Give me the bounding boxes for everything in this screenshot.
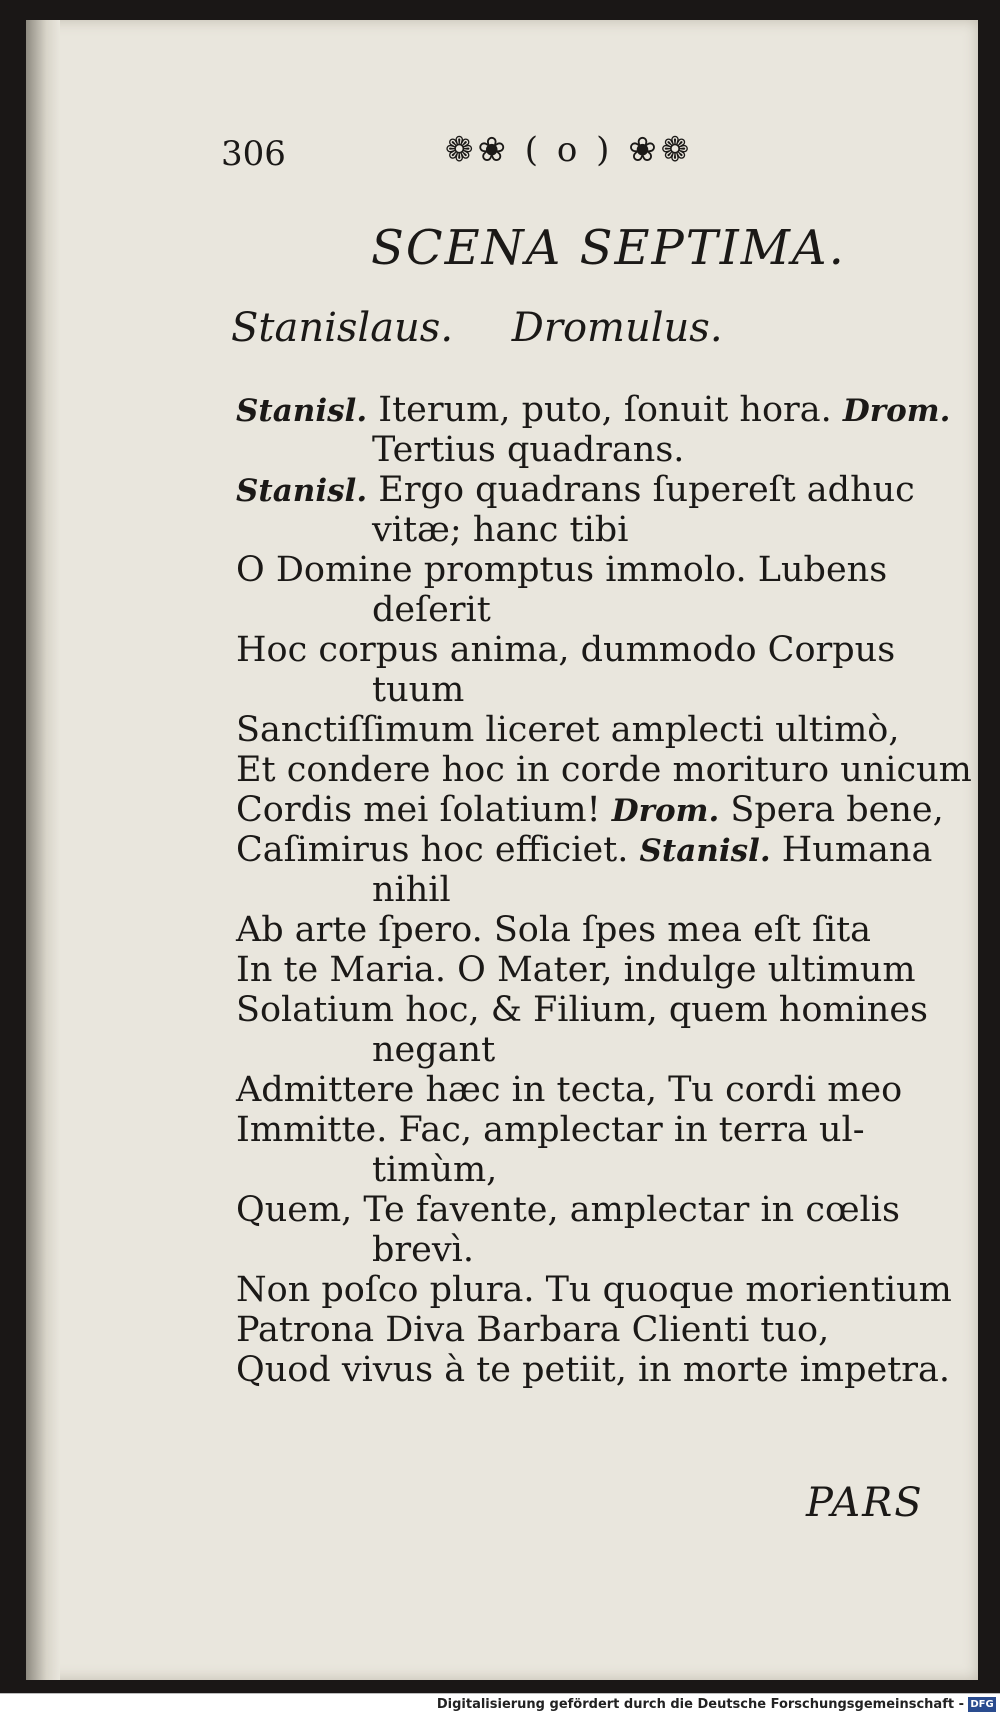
catchword: PARS	[806, 1480, 924, 1526]
verse-line	[236, 1030, 956, 1070]
verse-line	[236, 1270, 956, 1310]
scene-title: SCENA SEPTIMA.	[371, 220, 846, 276]
verse-line	[236, 430, 956, 470]
speaker-label: Stanisl.	[639, 833, 771, 869]
verse-line	[236, 590, 956, 630]
line-text: timùm,	[372, 1150, 498, 1190]
speaker-label: Drom.	[842, 393, 951, 429]
line-text: brevì.	[372, 1230, 474, 1270]
line-text: Solatium hoc, & Filium, quem homines	[236, 990, 929, 1030]
verse-line	[236, 510, 956, 550]
verse-line	[236, 1230, 956, 1270]
line-text: Tertius quadrans.	[372, 430, 685, 470]
line-text: Hoc corpus anima, dummodo Corpus	[236, 630, 896, 670]
verse-line	[236, 630, 956, 670]
line-text: Patrona Diva Barbara Clienti tuo,	[236, 1310, 830, 1350]
speaker-name: Stanislaus.	[231, 305, 454, 351]
verse-line	[236, 1150, 956, 1190]
page-gutter	[26, 20, 60, 1680]
line-text: Spera bene,	[730, 790, 944, 830]
verse-line	[236, 1350, 956, 1390]
line-text: Quod vivus à te petiit, in morte impetra.	[236, 1350, 951, 1390]
line-text: Et condere hoc in corde morituro unicum	[236, 750, 972, 790]
verse-line	[236, 950, 956, 990]
digitization-footer	[0, 1693, 1000, 1716]
line-text: deſerit	[372, 590, 491, 630]
line-text: Admittere hæc in tecta, Tu cordi meo	[236, 1070, 903, 1110]
book-page	[26, 20, 978, 1680]
speaker-label: Drom.	[611, 793, 720, 829]
verse-line	[236, 710, 956, 750]
line-text: Immitte. Fac, amplectar in terra ul-	[236, 1110, 865, 1150]
verse-line	[236, 1070, 956, 1110]
line-text: In te Maria. O Mater, indulge ultimum	[236, 950, 916, 990]
speaker-label: Stanisl.	[236, 393, 368, 429]
verse-text	[236, 390, 972, 1390]
page-number: 306	[221, 134, 286, 174]
running-header	[221, 120, 781, 174]
verse-line	[236, 830, 956, 870]
line-text: vitæ; hanc tibi	[372, 510, 629, 550]
line-text: nihil	[372, 870, 451, 910]
verse-line	[236, 910, 956, 950]
dfg-logo: DFG	[968, 1697, 996, 1712]
header-ornament: ❁❀ ( o ) ❀❁	[445, 130, 694, 170]
line-text: Quem, Te favente, amplectar in cœlis	[236, 1190, 900, 1230]
verse-line	[236, 790, 956, 830]
verse-line	[236, 670, 956, 710]
line-text: O Domine promptus immolo. Lubens	[236, 550, 888, 590]
line-text: Caſimirus hoc efficiet.	[236, 830, 629, 870]
verse-line	[236, 390, 956, 430]
line-text: Ab arte ſpero. Sola ſpes mea eſt ſita	[236, 910, 872, 950]
speaker-label: Stanisl.	[236, 473, 368, 509]
speaker-list	[231, 305, 723, 351]
footer-credit: Digitalisierung gefördert durch die Deutsche Forschungsgemeinschaft -	[436, 1697, 964, 1712]
line-text: Non poſco plura. Tu quoque morientium	[236, 1270, 952, 1310]
line-text: tuum	[372, 670, 465, 710]
verse-line	[236, 550, 956, 590]
line-text: Ergo quadrans ſupereſt adhuc	[378, 470, 915, 510]
verse-line	[236, 750, 972, 790]
verse-line	[236, 470, 956, 510]
speaker-name: Dromulus.	[511, 305, 723, 351]
verse-line	[236, 990, 956, 1030]
verse-line	[236, 1190, 956, 1230]
verse-line	[236, 1110, 956, 1150]
line-text: Iterum, puto, ſonuit hora.	[378, 390, 832, 430]
line-text: negant	[372, 1030, 496, 1070]
line-text: Humana	[781, 830, 933, 870]
line-text: Sanctiſſimum liceret amplecti ultimò,	[236, 710, 900, 750]
line-text: Cordis mei ſolatium!	[236, 790, 601, 830]
verse-line	[236, 1310, 956, 1350]
verse-line	[236, 870, 956, 910]
